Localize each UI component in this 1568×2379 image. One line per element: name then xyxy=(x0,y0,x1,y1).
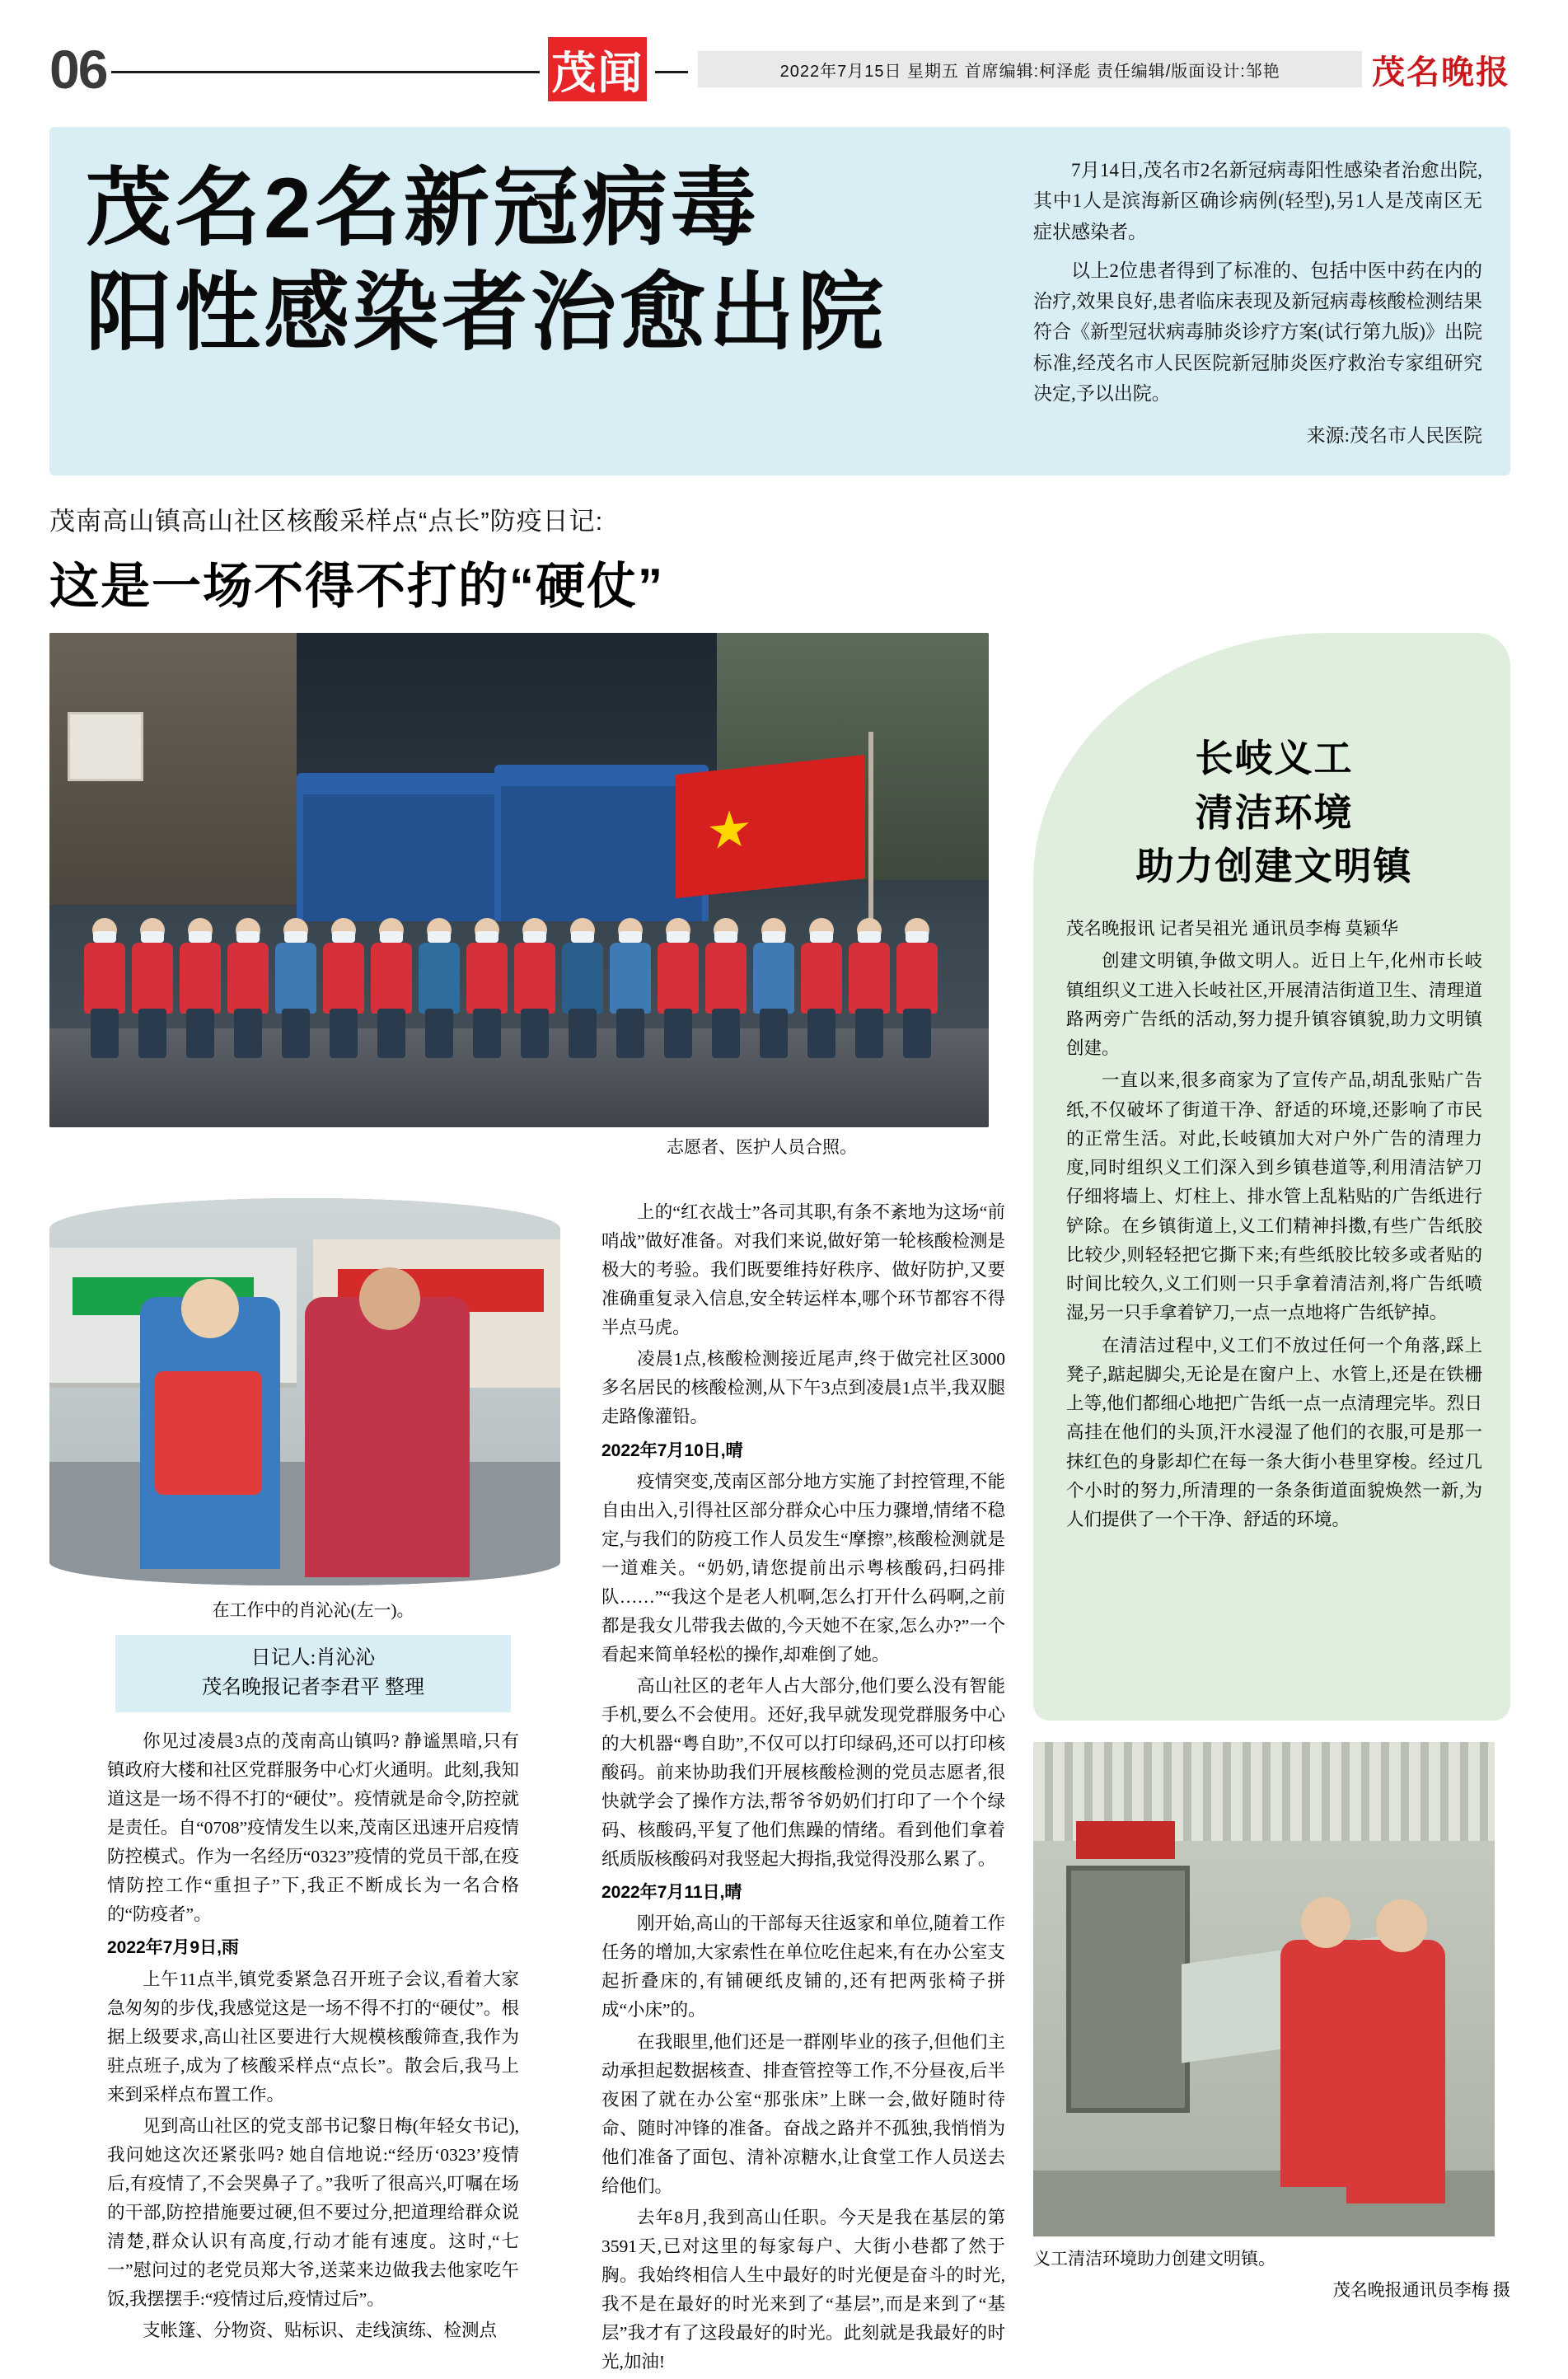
paragraph: 支帐篷、分物资、贴标识、走线演练、检测点 xyxy=(143,2320,498,2341)
lead-story xyxy=(49,127,1510,475)
diarist-editor: 茂名晚报记者李君平 整理 xyxy=(202,1677,424,1699)
paragraph: 你见过凌晨3点的茂南高山镇吗? 静谧黑暗,只有镇政府大楼和社区党群服务中心灯火通明。此刻,我知道这是一场不得不打的“硬仗”。疫情就是命令,防控就是责任。自“0708”疫情发生以来,茂南区迅速开启疫情防控模式。作为一名经历“0323”疫情的党员干部,在疫情防控工作“重担子”下,我正不断成长为一名合格的“防疫者”。 xyxy=(107,1731,519,1925)
feature-column-2 xyxy=(577,1198,1013,2379)
photo-small-caption: 在工作中的肖沁沁(左一)。 xyxy=(212,1600,414,1621)
side-title-line1: 长岐义工 xyxy=(1195,737,1354,780)
paragraph: 在清洁过程中,义工们不放过任何一个角落,踩上凳子,踮起脚尖,无论是在窗户上、水管上,还是在铁栅上等,他们都细心地把广告纸一点一点清理完毕。烈日高挂在他们的头顶,汗水浸湿了他们的衣服,可是那一抹红色的身影却伫在每一条大街小巷里穿梭。经过几个小时的努力,所清理的一条条街道面貌焕然一新,为人们提供了一个干净、舒适的环境。 xyxy=(1066,1335,1482,1530)
side-story-body xyxy=(1066,915,1482,1534)
diary-date: 2022年7月9日,雨 xyxy=(107,1938,239,1958)
lead-paragraph: 以上2位患者得到了标准的、包括中医中药在内的治疗,效果良好,患者临床表现及新冠病毒核酸检测结果符合《新型冠状病毒肺炎诊疗方案(试行第九版)》出院标准,经茂名市人民医院新冠肺炎医疗救治专家组研究决定,予以出院。 xyxy=(1033,260,1482,404)
side-story xyxy=(1033,633,1510,1721)
paragraph: 在我眼里,他们还是一群刚毕业的孩子,但他们主动承担起数据核查、排查管控等工作,不分昼夜,后半夜困了就在办公室“那张床”上眯一会,做好随时待命、随时冲锋的准备。奋战之路并不孤独,我悄悄为他们准备了面包、清补凉糖水,让食堂工作人员送去给他们。 xyxy=(601,2031,1005,2196)
side-story-byline: 茂名晚报讯 记者吴祖光 通讯员李梅 莫颖华 xyxy=(1066,919,1399,939)
paragraph: 凌晨1点,核酸检测接近尾声,终于做完社区3000多名居民的核酸检测,从下午3点到凌晨1点半,我双腿走路像灌铅。 xyxy=(601,1349,1005,1427)
feature-column-1 xyxy=(107,1727,519,2345)
photo-volunteers-cleaning xyxy=(1033,1742,1495,2236)
side-photo-credit: 茂名晚报通讯员李梅 摄 xyxy=(1332,2279,1510,2300)
lead-headline-line2: 阳性感染者治愈出院 xyxy=(86,265,887,361)
diarist-name: 日记人:肖沁沁 xyxy=(250,1647,376,1670)
side-photo-caption-block xyxy=(1033,2246,1510,2303)
diarist-box xyxy=(115,1635,511,1712)
masthead-rule-left xyxy=(111,71,540,73)
paper-logo: 茂名晚报 xyxy=(1372,53,1510,91)
page-number: 06 xyxy=(49,39,107,100)
feature-heading xyxy=(49,500,1510,618)
right-column xyxy=(1013,633,1510,2379)
feature-title: 这是一场不得不打的“硬仗” xyxy=(49,559,664,615)
diary-date: 2022年7月11日,晴 xyxy=(601,1883,742,1903)
section-badge: 茂闻 xyxy=(548,37,647,101)
feature-kicker: 茂南高山镇高山社区核酸采样点“点长”防疫日记: xyxy=(49,507,604,536)
small-photo-block xyxy=(49,1155,577,2379)
side-photo-caption: 义工清洁环境助力创建文明镇。 xyxy=(1033,2249,1275,2269)
lead-paragraph: 7月14日,茂名市2名新冠病毒阳性感染者治愈出院,其中1人是滨海新区确诊病例(轻型),另1人是茂南区无症状感染者。 xyxy=(1033,160,1482,242)
side-title-line3: 助力创建文明镇 xyxy=(1135,844,1413,887)
lead-summary xyxy=(1022,127,1510,475)
paragraph: 创建文明镇,争做文明人。近日上午,化州市长岐镇组织义工进入长岐社区,开展清洁街道卫生、清理道路两旁广告纸的活动,努力提升镇容镇貌,助力文明镇创建。 xyxy=(1066,951,1482,1059)
paragraph: 见到高山社区的党支部书记黎日梅(年轻女书记),我问她这次还紧张吗? 她自信地说:“经历‘0323’疫情后,有疫情了,不会哭鼻子了。”我听了很高兴,叮嘱在场的干部,防控措施要过硬,但不要过分,把道理给群众说清楚,群众认识有高度,行动才能有速度。这时,“七一”慰问过的老党员郑大爷,送菜来边做我去他家吃午饭,我摆摆手:“疫情过后,疫情过后”。 xyxy=(107,2115,519,2310)
paragraph: 刚开始,高山的干部每天往返家和单位,随着工作任务的增加,大家索性在单位吃住起来,有在办公室支起折叠床的,有铺硬纸皮铺的,还有把两张椅子拼成“小床”的。 xyxy=(601,1913,1005,2021)
paragraph: 疫情突变,茂南区部分地方实施了封控管理,不能自由出入,引得社区部分群众心中压力骤增,情绪不稳定,与我们的防疫工作人员发生“摩擦”,核酸检测就是一道难关。“奶奶,请您提前出示粤核酸码,扫码排队……”“我这个是老人机啊,怎么打开什么码啊,之前都是我女儿带我去做的,今天她不在家,怎么办?”一个看起来简单轻松的操作,却难倒了她。 xyxy=(601,1471,1005,1665)
photo-group-volunteers: ★ xyxy=(49,633,989,1127)
lead-headline-line1: 茂名2名新冠病毒 xyxy=(86,161,760,256)
paragraph: 高山社区的老年人占大部分,他们要么没有智能手机,要么不会使用。还好,我早就发现党群服务中心的大机器“粤自助”,不仅可以打印绿码,还可以打印核酸码。前来协助我们开展核酸检测的党员志愿者,很快就学会了操作方法,帮爷爷奶奶们打印了一个个绿码、核酸码,平复了他们焦躁的情绪。看到他们拿着纸质版核酸码对我竖起大拇指,我觉得没那么累了。 xyxy=(601,1675,1005,1870)
lead-source: 来源:茂名市人民医院 xyxy=(1306,425,1482,446)
newspaper-page xyxy=(0,20,1568,2372)
left-column xyxy=(49,633,1013,2379)
paragraph: 上午11点半,镇党委紧急召开班子会议,看着大家急匆匆的步伐,我感觉这是一场不得不打的“硬仗”。根据上级要求,高山社区要进行大规模核酸筛查,我作为驻点班子,成为了核酸采样点“点长”。散会后,我马上来到采样点布置工作。 xyxy=(107,1969,519,2105)
dateline: 2022年7月15日 星期五 首席编辑:柯泽彪 责任编辑/版面设计:邹艳 xyxy=(698,51,1362,87)
lead-headline xyxy=(49,127,1022,475)
diary-date: 2022年7月10日,晴 xyxy=(601,1440,743,1460)
masthead-rule-right xyxy=(655,71,688,73)
body-grid xyxy=(49,633,1510,2379)
paragraph: 上的“红衣战士”各司其职,有条不紊地为这场“前哨战”做好准备。对我们来说,做好第一轮核酸检测是极大的考验。我们既要维持好秩序、做好防护,又要准确重复录入信息,安全转运样本,哪个环节都容不得半点马虎。 xyxy=(601,1202,1005,1338)
side-title-line2: 清洁环境 xyxy=(1195,790,1354,834)
paragraph: 去年8月,我到高山任职。今天是我在基层的第3591天,已对这里的每家每户、大街小巷都了然于胸。我始终相信人生中最好的时光便是奋斗的时光,我不是在最好的时光来到了“基层”,而是来到了“基层”我才有了这段最好的时光。此刻就是我最好的时光,加油! xyxy=(601,2207,1005,2372)
photo-people-row xyxy=(82,852,956,1058)
photo-worker-closeup xyxy=(49,1198,560,1585)
side-story-title xyxy=(1066,732,1482,893)
paragraph: 一直以来,很多商家为了宣传产品,胡乱张贴广告纸,不仅破坏了街道干净、舒适的环境,还影响了市民的正常生活。对此,长岐镇加大对户外广告的清理力度,同时组织义工们深入到乡镇巷道等,利用清洁铲刀仔细将墙上、灯柱上、排水管上乱粘贴的广告纸进行铲除。在乡镇街道上,义工们精神抖擞,有些广告纸胶比较少,则轻轻把它撕下来;有些纸胶比较多或者贴的时间比较久,义工们则一只手拿着清洁剂,将广告纸喷湿,另一只手拿着铲刀,一点一点地将广告纸铲掉。 xyxy=(1066,1070,1482,1323)
photo-main-caption: 志愿者、医护人员合照。 xyxy=(667,1137,857,1158)
masthead xyxy=(49,20,1510,119)
